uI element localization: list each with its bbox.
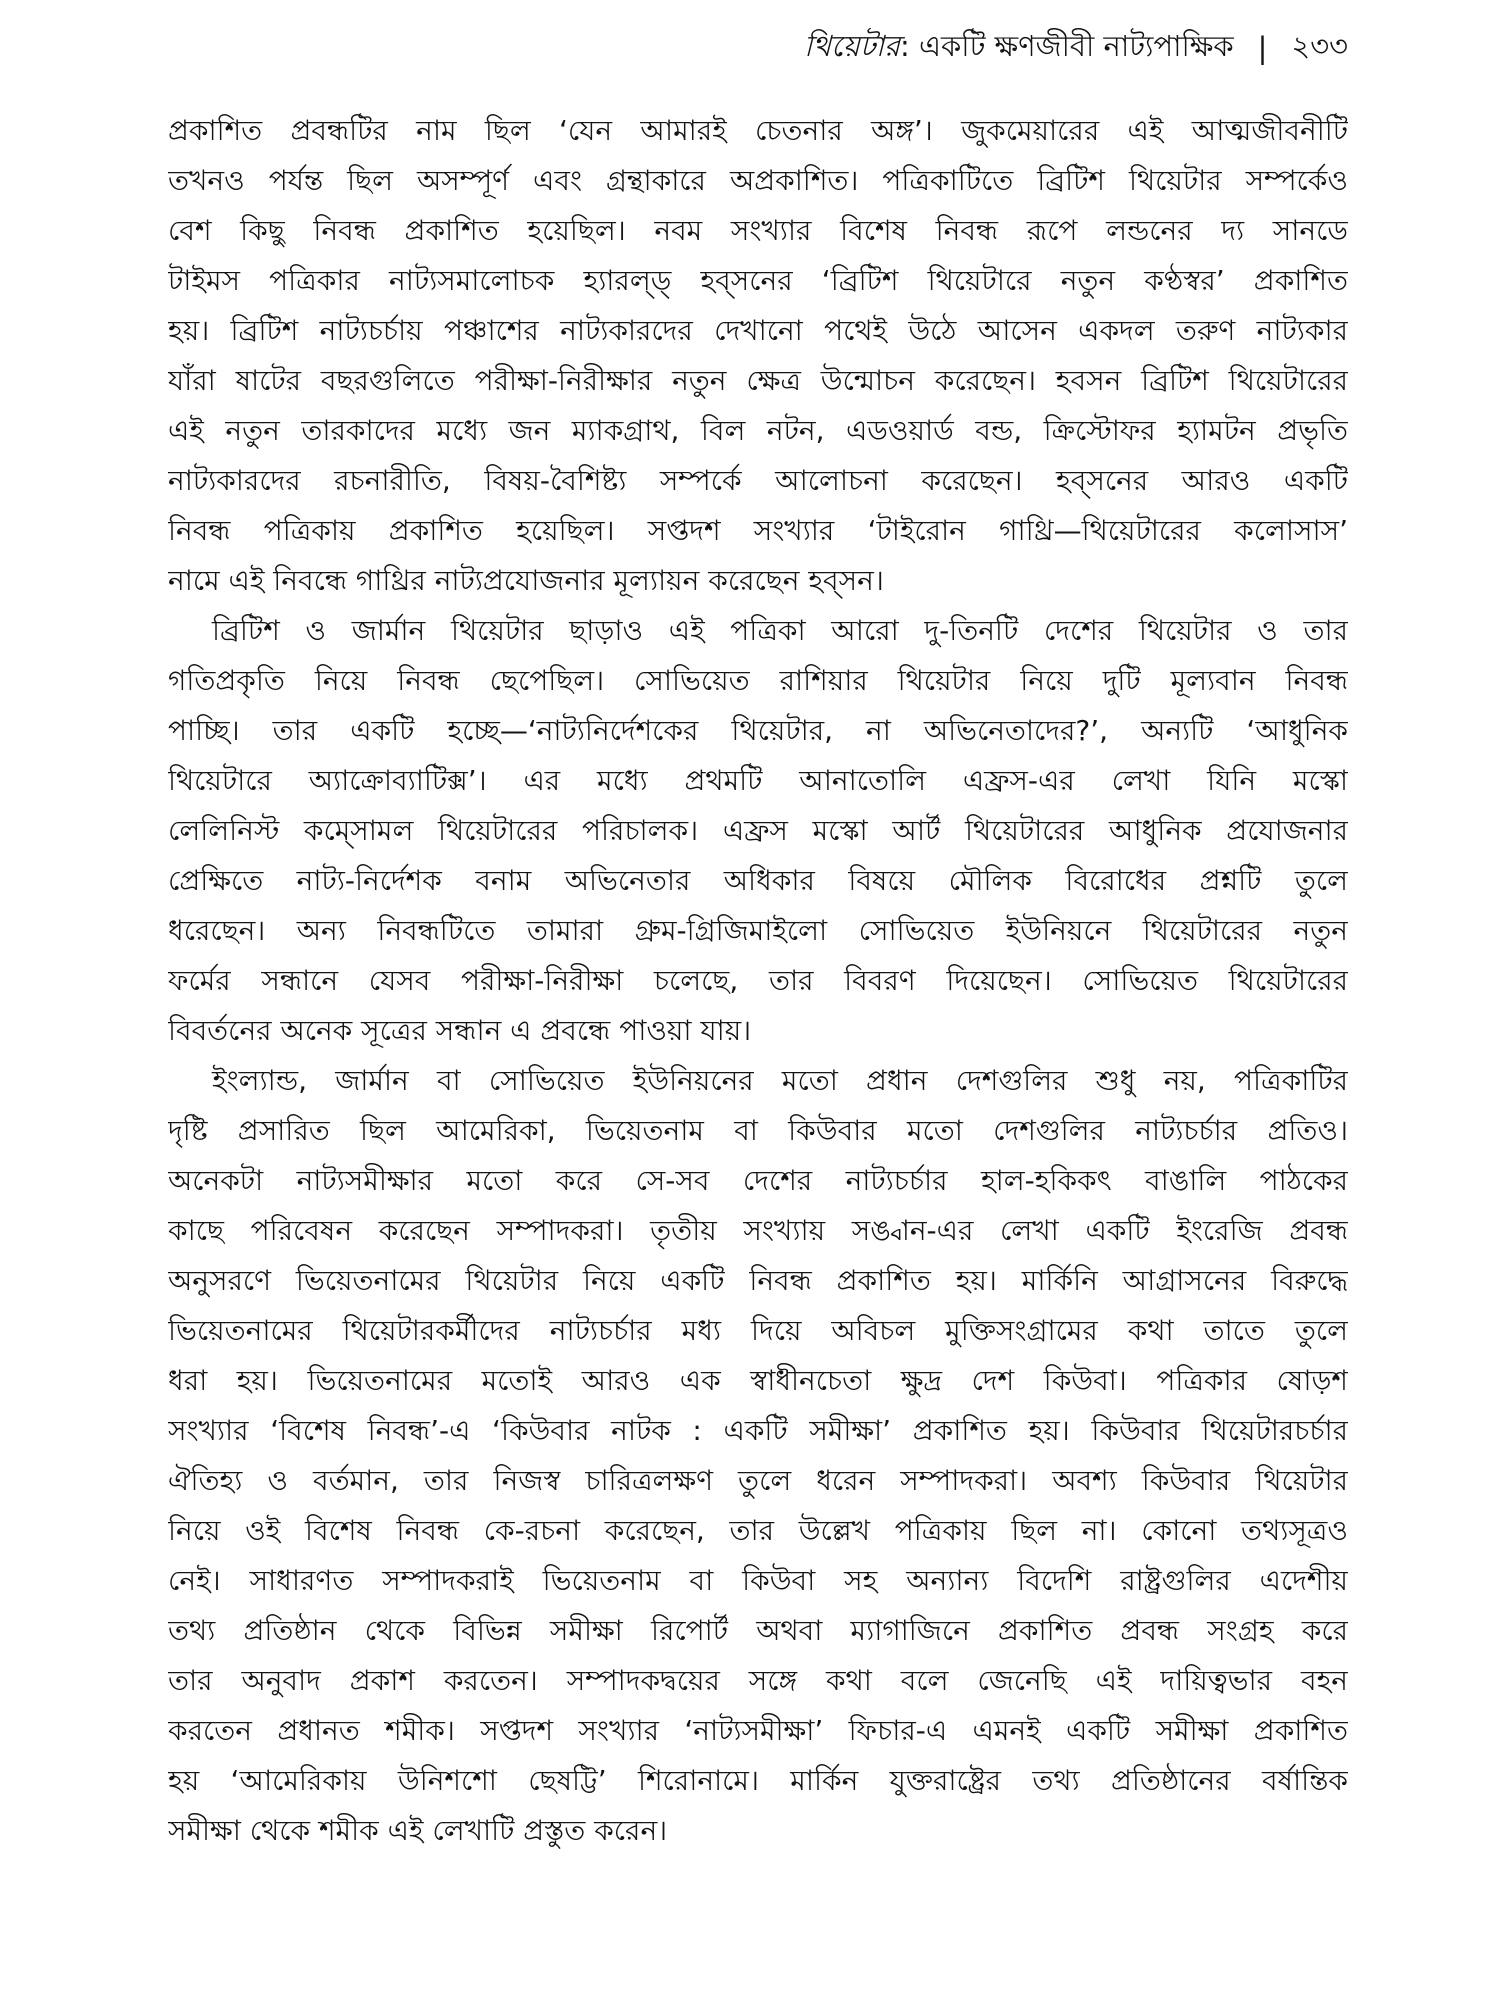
- text-line: নামে এই নিবন্ধে গাথ্রির নাট্যপ্রযোজনার মূল্যায়ন করেছেন হব্সন।: [168, 564, 884, 597]
- text-line: এই নতুন তারকাদের মধ্যে জন ম্যাকগ্রাথ, বিল নটন, এডওয়ার্ড বন্ড, ক্রিস্টোফর হ্যামটন প্রভৃতি: [168, 414, 1348, 447]
- running-header: [804, 22, 1348, 74]
- text-line: হয় ‘আমেরিকায় উনিশশো ছেষট্টি’ শিরোনামে। মার্কিন যুক্তরাষ্ট্রের তথ্য প্রতিষ্ঠানের বর্ষান্তিক: [168, 1764, 1348, 1797]
- paragraph: [168, 1056, 1348, 1856]
- text-line: নিবন্ধ পত্রিকায় প্রকাশিত হয়েছিল। সপ্তদশ সংখ্যার ‘টাইরোন গাথ্রি—থিয়েটারের কলোসাস’: [168, 514, 1348, 547]
- text-line: নিয়ে ওই বিশেষ নিবন্ধ কে-রচনা করেছেন, তার উল্লেখ পত্রিকায় ছিল না। কোনো তথ্যসূত্রও: [168, 1514, 1348, 1547]
- text-line: ধরেছেন। অন্য নিবন্ধটিতে তামারা গ্রুম-গ্রিজিমাইলো সোভিয়েত ইউনিয়নে থিয়েটারের নতুন: [168, 914, 1348, 947]
- text-line: ধরা হয়। ভিয়েতনামের মতোই আরও এক স্বাধীনচেতা ক্ষুদ্র দেশ কিউবা। পত্রিকার ষোড়শ: [168, 1364, 1348, 1397]
- text-line: সংখ্যার ‘বিশেষ নিবন্ধ’-এ ‘কিউবার নাটক : একটি সমীক্ষা’ প্রকাশিত হয়। কিউবার থিয়েটারচর্চার: [168, 1414, 1348, 1447]
- text-line: নেই। সাধারণত সম্পাদকরাই ভিয়েতনাম বা কিউবা সহ অন্যান্য বিদেশি রাষ্ট্রগুলির এদেশীয়: [168, 1564, 1348, 1597]
- text-line: বিবর্তনের অনেক সূত্রের সন্ধান এ প্রবন্ধে পাওয়া যায়।: [168, 1014, 752, 1047]
- text-line: অনেকটা নাট্যসমীক্ষার মতো করে সে-সব দেশের নাট্যচর্চার হাল-হকিকৎ বাঙালি পাঠকের: [168, 1164, 1348, 1197]
- text-line: থিয়েটারে অ্যাক্রোব্যাটিক্স’। এর মধ্যে প্রথমটি আনাতোলি এফ্রস-এর লেখা যিনি মস্কো: [168, 764, 1348, 797]
- text-line: ফর্মের সন্ধানে যেসব পরীক্ষা-নিরীক্ষা চলেছে, তার বিবরণ দিয়েছেন। সোভিয়েত থিয়েটারের: [168, 964, 1348, 997]
- text-line: তথ্য প্রতিষ্ঠান থেকে বিভিন্ন সমীক্ষা রিপোর্ট অথবা ম্যাগাজিনে প্রকাশিত প্রবন্ধ সংগ্রহ করে: [168, 1614, 1348, 1647]
- text-line: প্রকাশিত প্রবন্ধটির নাম ছিল ‘যেন আমারই চেতনার অঙ্গ’। জুকমেয়ারের এই আত্মজীবনীটি: [168, 114, 1348, 147]
- text-line: নাট্যকারদের রচনারীতি, বিষয়-বৈশিষ্ট্য সম্পর্কে আলোচনা করেছেন। হব্সনের আরও একটি: [168, 464, 1348, 497]
- text-line: তার অনুবাদ প্রকাশ করতেন। সম্পাদকদ্বয়ের সঙ্গে কথা বলে জেনেছি এই দায়িত্বভার বহন: [168, 1664, 1348, 1697]
- text-line: ঐতিহ্য ও বর্তমান, তার নিজস্ব চারিত্রলক্ষণ তুলে ধরেন সম্পাদকরা। অবশ্য কিউবার থিয়েটার: [168, 1464, 1348, 1497]
- text-line: হয়। ব্রিটিশ নাট্যচর্চায় পঞ্চাশের নাট্যকারদের দেখানো পথেই উঠে আসেন একদল তরুণ নাট্যকার: [168, 314, 1348, 347]
- paragraph: [168, 106, 1348, 606]
- header-title: : একটি ক্ষণজীবী নাট্যপাক্ষিক: [899, 28, 1234, 63]
- text-line: টাইমস পত্রিকার নাট্যসমালোচক হ্যারল্ড্ হব্সনের ‘ব্রিটিশ থিয়েটারে নতুন কণ্ঠস্বর’ প্রকাশিত: [168, 264, 1348, 297]
- paragraph: [168, 606, 1348, 1056]
- body-text: [168, 106, 1348, 1856]
- text-line: গতিপ্রকৃতি নিয়ে নিবন্ধ ছেপেছিল। সোভিয়েত রাশিয়ার থিয়েটার নিয়ে দুটি মূল্যবান নিবন্ধ: [168, 664, 1348, 697]
- text-line: বেশ কিছু নিবন্ধ প্রকাশিত হয়েছিল। নবম সংখ্যার বিশেষ নিবন্ধ রূপে লন্ডনের দ্য সানডে: [168, 214, 1348, 247]
- text-line: দৃষ্টি প্রসারিত ছিল আমেরিকা, ভিয়েতনাম বা কিউবার মতো দেশগুলির নাট্যচর্চার প্রতিও।: [168, 1114, 1348, 1147]
- book-page: [168, 22, 1348, 1982]
- text-line: যাঁরা ষাটের বছরগুলিতে পরীক্ষা-নিরীক্ষার নতুন ক্ষেত্র উন্মোচন করেছেন। হবসন ব্রিটিশ থিয়েটারের: [168, 364, 1348, 397]
- header-separator: |: [1257, 31, 1268, 65]
- text-line: করতেন প্রধানত শমীক। সপ্তদশ সংখ্যার ‘নাট্যসমীক্ষা’ ফিচার-এ এমনই একটি সমীক্ষা প্রকাশিত: [168, 1714, 1348, 1747]
- header-italic-title: থিয়েটার: [803, 28, 900, 63]
- text-line: অনুসরণে ভিয়েতনামের থিয়েটার নিয়ে একটি নিবন্ধ প্রকাশিত হয়। মার্কিনি আগ্রাসনের বিরুদ্ধে: [168, 1264, 1348, 1297]
- text-line: প্রেক্ষিতে নাট্য-নির্দেশক বনাম অভিনেতার অধিকার বিষয়ে মৌলিক বিরোধের প্রশ্নটি তুলে: [168, 864, 1348, 897]
- text-line: পাচ্ছি। তার একটি হচ্ছে—‘নাট্যনির্দেশকের থিয়েটার, না অভিনেতাদের?’, অন্যটি ‘আধুনিক: [168, 714, 1348, 747]
- text-line: তখনও পর্যন্ত ছিল অসম্পূর্ণ এবং গ্রন্থাকারে অপ্রকাশিত। পত্রিকাটিতে ব্রিটিশ থিয়েটার সম্পর্কেও: [168, 164, 1348, 197]
- text-line: ইংল্যান্ড, জার্মান বা সোভিয়েত ইউনিয়নের মতো প্রধান দেশগুলির শুধু নয়, পত্রিকাটির: [212, 1064, 1348, 1097]
- text-line: ভিয়েতনামের থিয়েটারকর্মীদের নাট্যচর্চার মধ্য দিয়ে অবিচল মুক্তিসংগ্রামের কথা তাতে তুলে: [168, 1314, 1348, 1347]
- page-number: ২৩৩: [1291, 28, 1348, 63]
- text-line: লেলিনিস্ট কম্সোমল থিয়েটারের পরিচালক। এফ্রস মস্কো আর্ট থিয়েটারের আধুনিক প্রযোজনার: [168, 814, 1348, 847]
- text-line: কাছে পরিবেষন করেছেন সম্পাদকরা। তৃতীয় সংখ্যায় সঙ্বান-এর লেখা একটি ইংরেজি প্রবন্ধ: [168, 1214, 1348, 1247]
- text-line: ব্রিটিশ ও জার্মান থিয়েটার ছাড়াও এই পত্রিকা আরো দু-তিনটি দেশের থিয়েটার ও তার: [212, 614, 1348, 647]
- text-line: সমীক্ষা থেকে শমীক এই লেখাটি প্রস্তুত করেন।: [168, 1814, 668, 1847]
